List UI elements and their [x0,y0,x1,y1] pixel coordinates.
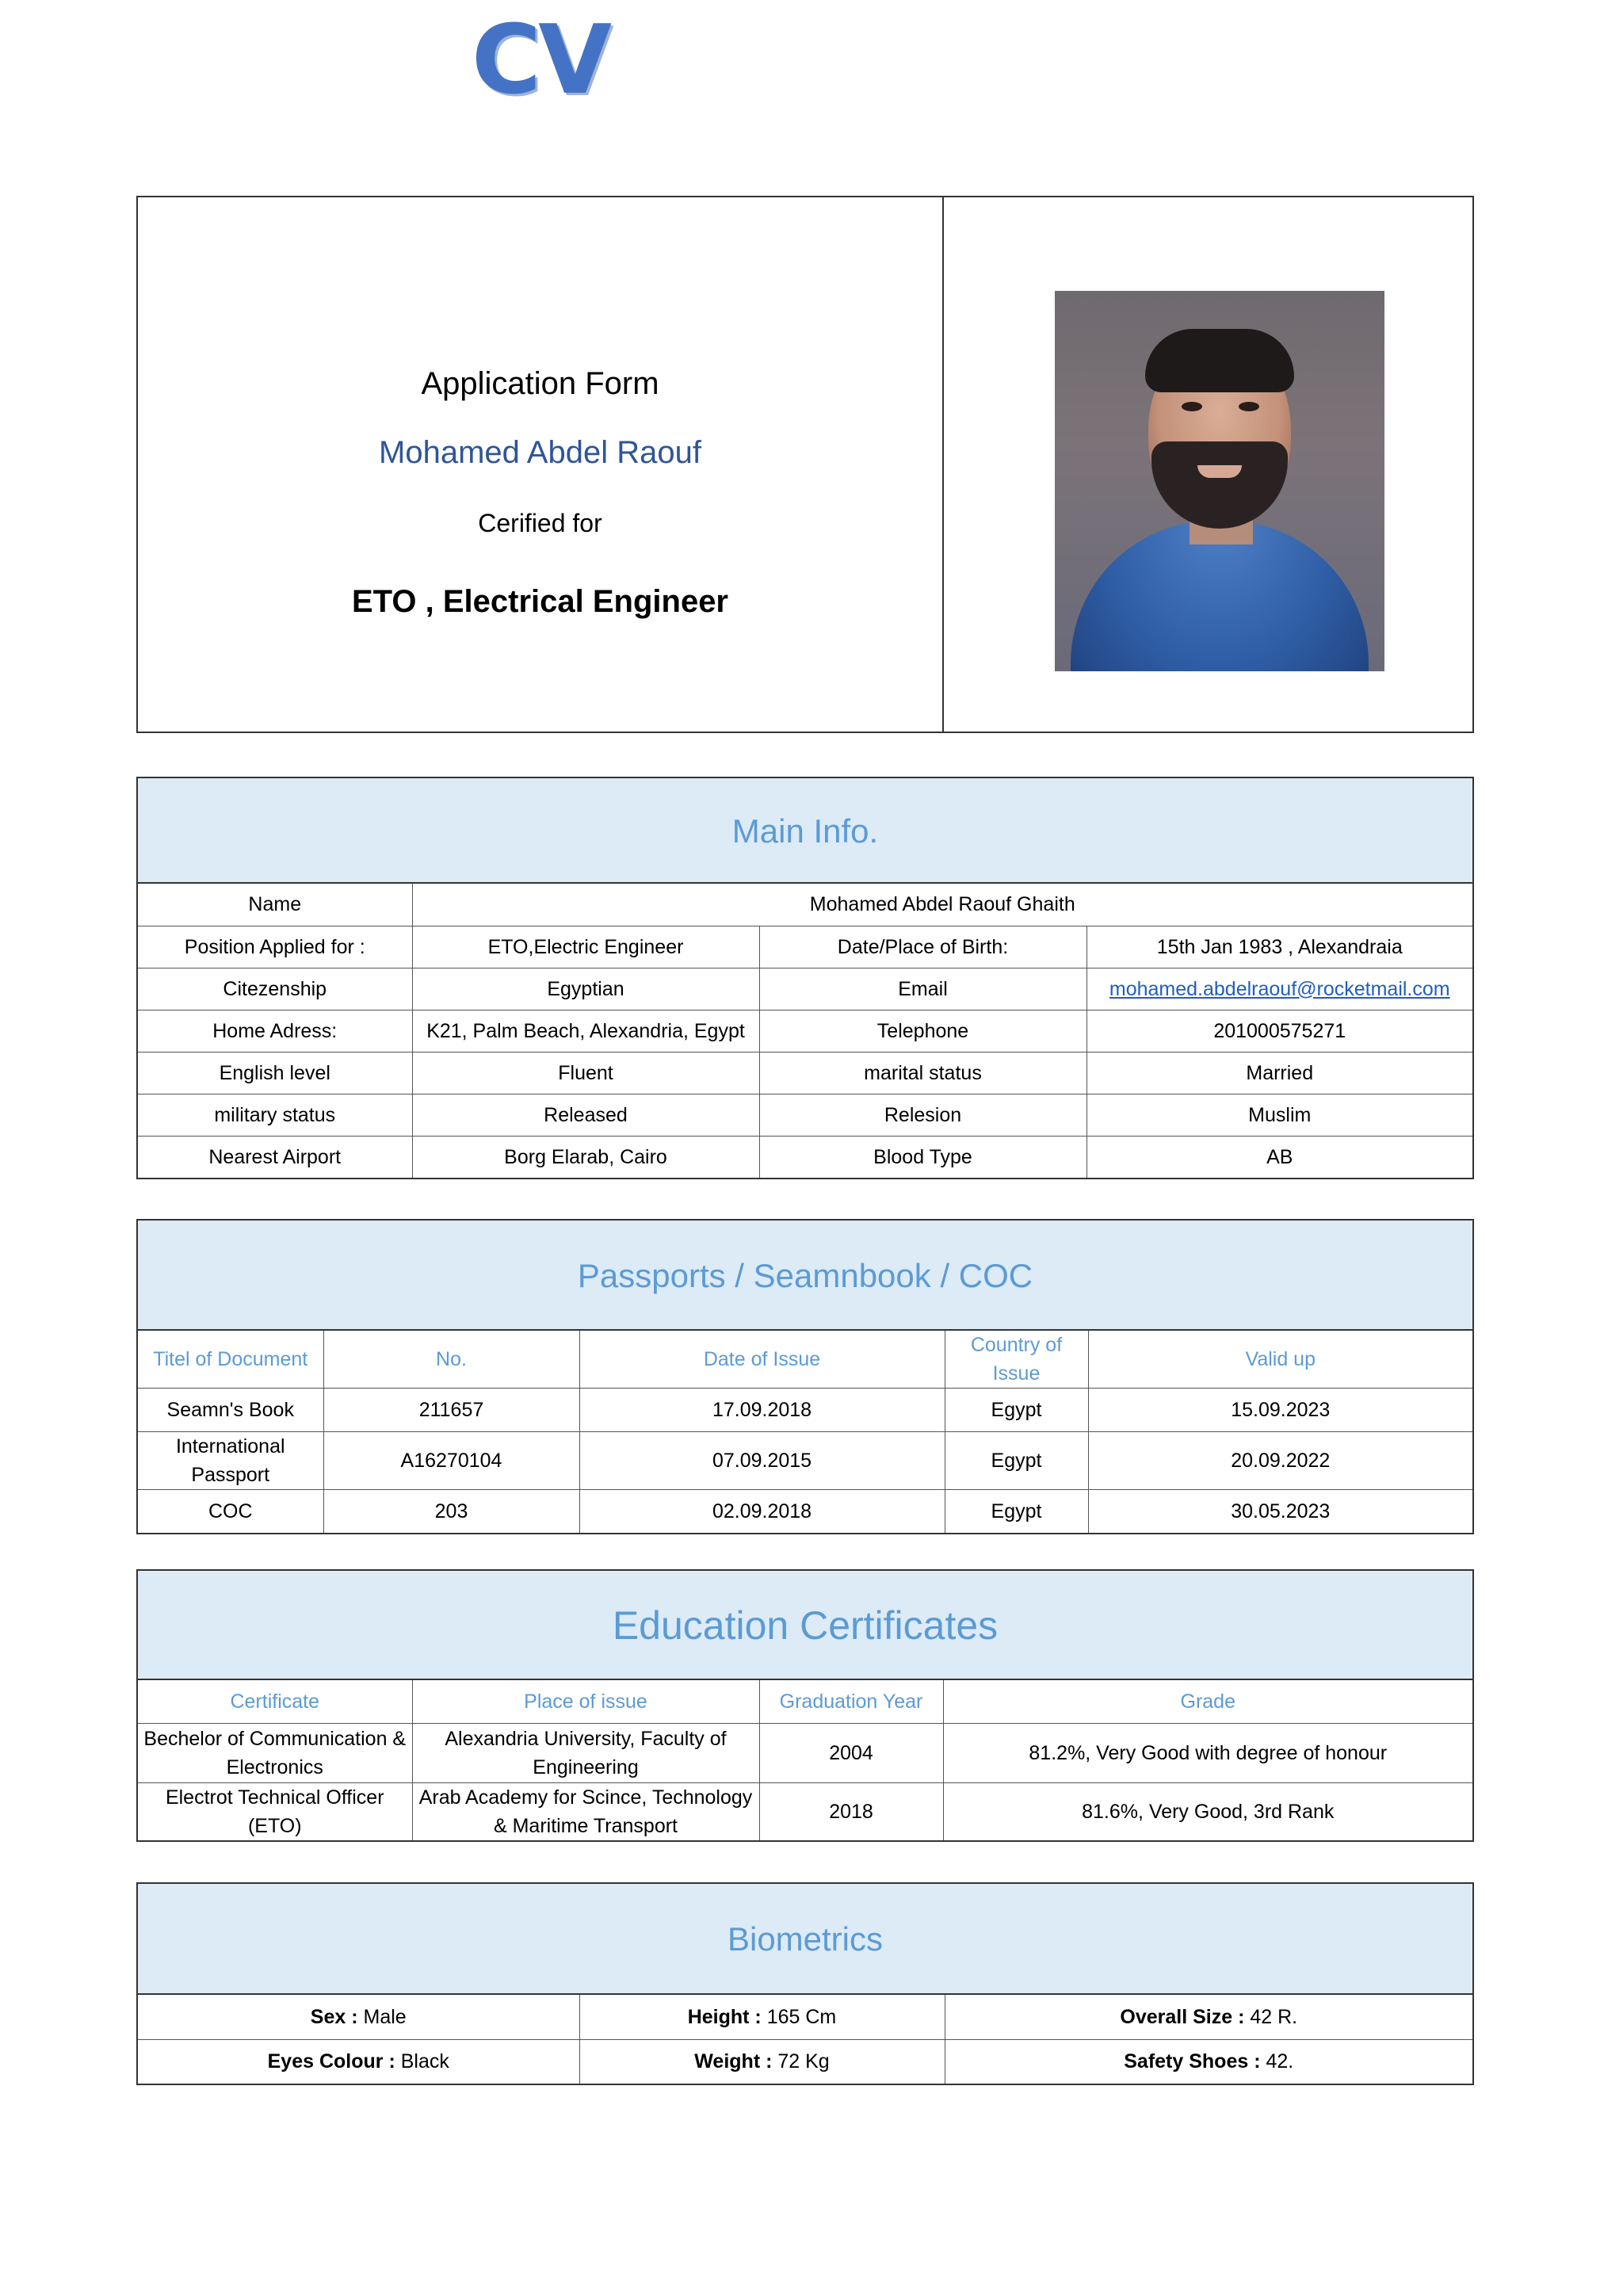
biometric-value: 72 Kg [777,2050,830,2073]
cell-value: ETO,Electric Engineer [412,926,759,968]
table-cell: Egypt [945,1389,1088,1432]
cv-title: CV [472,6,609,116]
biometric-label: Overall Size : [1120,2005,1245,2028]
column-header: Grade [943,1680,1472,1723]
cell-value: 201000575271 [1086,1010,1472,1052]
biometric-sex [138,1995,579,2039]
column-header: Graduation Year [759,1680,943,1723]
cell-value: Fluent [412,1052,759,1094]
education-table [138,1680,1472,1840]
table-cell: 02.09.2018 [579,1490,945,1533]
biometric-overall-size [945,1995,1472,2039]
cv-header [136,6,1474,733]
cell-value: AB [1086,1136,1472,1178]
table-cell: 2004 [759,1723,943,1782]
biometric-value: 165 Cm [766,2005,837,2028]
column-header: Valid up [1088,1331,1472,1389]
section-title: Education Certificates [138,1571,1472,1680]
table-cell: 07.09.2015 [579,1432,945,1490]
table-cell: A16270104 [323,1432,579,1490]
form-title: Application Form [421,366,659,401]
cell-label: Nearest Airport [138,1136,412,1178]
table-cell: 30.05.2023 [1088,1490,1472,1533]
cell-value: Muslim [1086,1094,1472,1136]
table-cell: 2018 [759,1782,943,1840]
table-header-row [138,1680,1472,1723]
table-row [138,1136,1472,1178]
table-cell: 81.6%, Very Good, 3rd Rank [943,1782,1472,1840]
education-section [136,1569,1474,1842]
table-cell: Egypt [945,1490,1088,1533]
table-row [138,1052,1472,1094]
cell-label: Relesion [759,1094,1086,1136]
name-value: Mohamed Abdel Raouf Ghaith [412,884,1472,926]
cell-label: Email [759,968,1086,1010]
header-text-panel [138,6,944,732]
cell-value: K21, Palm Beach, Alexandria, Egypt [412,1010,759,1052]
column-header: Place of issue [412,1680,759,1723]
table-row [138,2039,1472,2084]
cell-label: Home Adress: [138,1010,412,1052]
biometric-value: 42. [1266,2050,1294,2073]
cell-value: Released [412,1094,759,1136]
biometric-weight [579,2039,945,2084]
table-cell: Electrot Technical Officer (ETO) [138,1782,412,1840]
table-cell: 81.2%, Very Good with degree of honour [943,1723,1472,1782]
table-cell: Alexandria University, Faculty of Engineering [412,1723,759,1782]
profile-photo [1055,291,1384,671]
biometric-label: Eyes Colour : [267,2050,395,2073]
cell-label: Blood Type [759,1136,1086,1178]
cell-value: Married [1086,1052,1472,1094]
cell-label: English level [138,1052,412,1094]
column-header: Country of Issue [945,1331,1088,1389]
biometric-height [579,1995,945,2039]
biometric-eyes-colour [138,2039,579,2084]
column-header: No. [323,1331,579,1389]
biometric-safety-shoes [945,2039,1472,2084]
cell-label: Position Applied for : [138,926,412,968]
column-header: Certificate [138,1680,412,1723]
table-cell: Seamn's Book [138,1389,323,1432]
section-title: Biometrics [138,1884,1472,1995]
cell-label: military status [138,1094,412,1136]
biometric-label: Weight : [694,2050,773,2073]
person-name: Mohamed Abdel Raouf [379,435,701,470]
table-cell: 211657 [323,1389,579,1432]
biometrics-section [136,1882,1474,2085]
table-cell: Bechelor of Communication & Electronics [138,1723,412,1782]
email-cell [1086,968,1472,1010]
name-label: Name [138,884,412,926]
table-row [138,926,1472,968]
table-row [138,884,1472,926]
column-header: Titel of Document [138,1331,323,1389]
table-row [138,1723,1472,1782]
email-link[interactable]: mohamed.abdelraouf@rocketmail.com [1109,977,1450,1000]
cell-value: Borg Elarab, Cairo [412,1136,759,1178]
table-cell: COC [138,1490,323,1533]
cell-value: Egyptian [412,968,759,1010]
table-row [138,1995,1472,2039]
table-row [138,1782,1472,1840]
main-info-section [136,777,1474,1179]
cell-label: marital status [759,1052,1086,1094]
passports-table [138,1331,1472,1533]
cell-label: Date/Place of Birth: [759,926,1086,968]
table-row [138,1094,1472,1136]
passports-section [136,1219,1474,1534]
section-title: Passports / Seamnbook / COC [138,1221,1472,1331]
table-row [138,1010,1472,1052]
table-row [138,1389,1472,1432]
cell-label: Telephone [759,1010,1086,1052]
biometric-label: Safety Shoes : [1124,2050,1261,2073]
table-cell: Egypt [945,1432,1088,1490]
biometric-value: Male [363,2005,407,2028]
certified-label: Cerified for [478,509,602,537]
biometric-value: 42 R. [1250,2005,1298,2028]
table-cell: Arab Academy for Scince, Technology & Maritime Transport [412,1782,759,1840]
table-row [138,1490,1472,1533]
table-header-row [138,1331,1472,1389]
table-cell: 20.09.2022 [1088,1432,1472,1490]
table-cell: 203 [323,1490,579,1533]
table-cell: 15.09.2023 [1088,1389,1472,1432]
table-cell: International Passport [138,1432,323,1490]
biometrics-table [138,1995,1472,2084]
biometric-label: Height : [687,2005,762,2028]
column-header: Date of Issue [579,1331,945,1389]
biometric-value: Black [400,2050,449,2073]
biometric-label: Sex : [310,2005,358,2028]
table-cell: 17.09.2018 [579,1389,945,1432]
main-info-table [138,884,1472,1178]
cell-value: 15th Jan 1983 , Alexandraia [1086,926,1472,968]
table-row [138,968,1472,1010]
table-row [138,1432,1472,1490]
section-title: Main Info. [138,778,1472,884]
cell-label: Citezenship [138,968,412,1010]
position-title: ETO , Electrical Engineer [352,584,728,619]
header-photo-panel [944,197,1472,732]
